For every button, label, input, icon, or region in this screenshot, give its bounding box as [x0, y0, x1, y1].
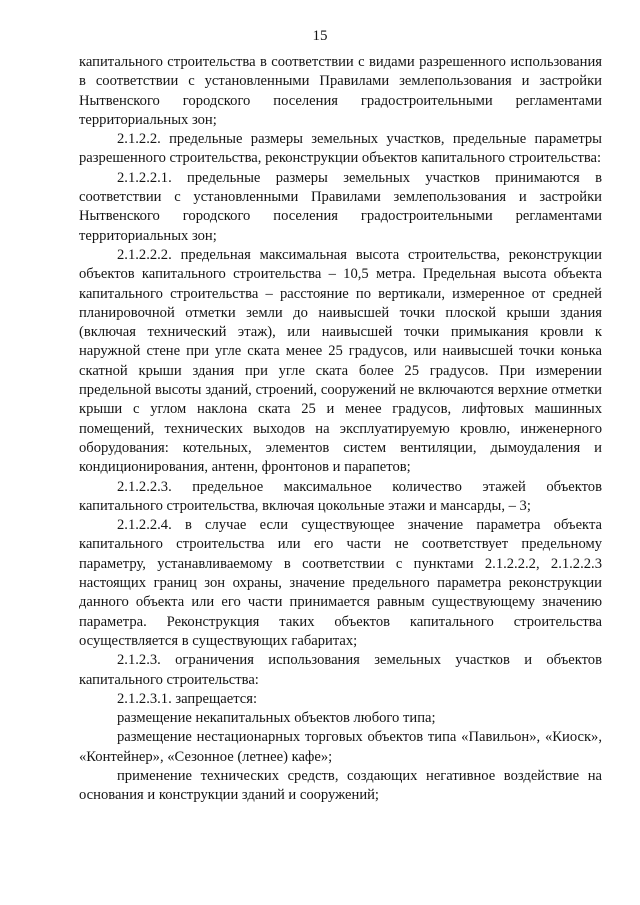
paragraph: 2.1.2.2.1. предельные размеры земельных участков принимаются в соответствии с установленными Правилами землепользования и застройки Нытвенского городского поселения градостроительными регламентами территориальных зон; [79, 169, 602, 244]
paragraph: размещение нестационарных торговых объектов типа «Павильон», «Киоск», «Контейнер», «Сезонное (летнее) кафе»; [79, 729, 602, 765]
paragraph: 2.1.2.2.2. предельная максимальная высота строительства, реконструкции объектов капитального строительства – 10,5 метра. Предельная высота объекта капитального строительства – расстояние по вертикали, измеренное от средней планировочной отметки земли до наивысшей точки плоской крыши здания (включая технический этаж), или наивысшей точки примыкания кровли к наружной стене при угле ската менее 25 градусов, или наивысшей точки конька скатной крыши здания при угле ската более 25 градусов. При измерении предельной высоты зданий, строений, сооружений не включаются верхние отметки крыши с углом наклона ската 25 и менее градусов, лифтовых машинных помещений, технических выходов на эксплуатируемую кровлю, инженерного оборудования: котельных, элементов систем вентиляции, дымоудаления и кондиционирования, антенн, фронтонов и парапетов; [79, 246, 602, 476]
paragraph: размещение некапитальных объектов любого типа; [117, 710, 436, 727]
paragraph: 2.1.2.2.3. предельное максимальное количество этажей объектов капитального строительства, включая цокольные этажи и мансарды, – 3; [79, 478, 602, 514]
paragraph: применение технических средств, создающих негативное воздействие на основания и конструкции зданий и сооружений; [79, 767, 602, 804]
paragraph: капитального строительства в соответствии с видами разрешенного использования в соответствии с установленными Правилами землепользования и застройки Нытвенского городского поселения градостроительными регламентами территориальных зон; [79, 54, 602, 128]
document-body [79, 53, 602, 806]
paragraph: 2.1.2.2. предельные размеры земельных участков, предельные параметры разрешенного строительства, реконструкции объектов капитального строительства: [79, 131, 602, 167]
paragraph: 2.1.2.3. ограничения использования земельных участков и объектов капитального строительства: [79, 652, 602, 688]
paragraph: 2.1.2.2.4. в случае если существующее значение параметра объекта капитального строительства или его части не соответствует предельному параметру, устанавливаемому в соответствии с пунктами 2.1.2.2.2, 2.1.2.2.3 настоящих границ зон охраны, значение предельного параметра реконструкции данного объекта или его части принимается равным существующему значению параметра. Реконструкция таких объектов капитального строительства осуществляется в существующих габаритах; [79, 517, 602, 649]
page-number: 15 [312, 28, 328, 44]
paragraph: 2.1.2.3.1. запрещается: [117, 690, 258, 707]
